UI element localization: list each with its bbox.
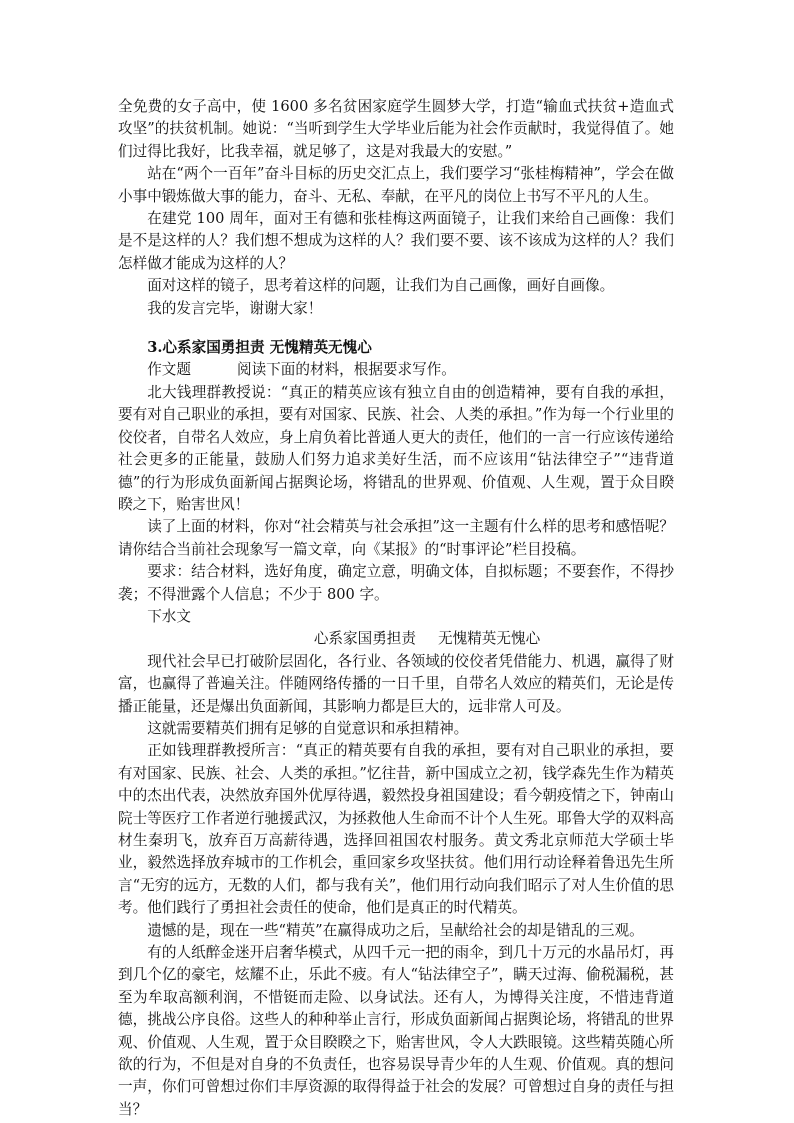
intro-paragraph-3: 在建党 100 周年，面对王有德和张桂梅这两面镜子，让我们来给自己画像：我们是不是这样的人？我们想不想成为这样的人？我们要不要、该不该成为这样的人？我们怎样做才能成为这样的人？ [118, 210, 674, 272]
essay-paragraph-5: 有的人纸醉金迷开启奢华模式，从四千元一把的雨伞，到几十万元的水晶吊灯，再到几个亿的豪宅，炫耀不止，乐此不疲。有人“钻法律空子”，瞒天过海、偷税漏税，甚至为牟取高额利润，不惜铤而走险、以身试法。还有人，为博得关注度，不惜违背道德，挑战公序良俗。这些人的种种举止言行，形成负面新闻占据舆论场，将错乱的世界观、价值观、人生观，置于众目睽睽之下，贻害世风，令人大跌眼镜。这些精英随心所欲的行为，不但是对自身的不负责任，也容易误导青少年的人生观、价值观。真的想问一声，你们可曾想过你们丰厚资源的取得得益于社会的发展？可曾想过自身的责任与担当？ [118, 944, 674, 1118]
essay-paragraph-3: 正如钱理群教授所言：“真正的精英要有自我的承担，要有对自己职业的承担，要有对国家、民族、社会、人类的承担。”忆往昔，新中国成立之初，钱学森先生作为精英中的杰出代表，决然放弃国外优厚待遇，毅然投身祖国建设；看今朝疫情之下，钟南山院士等医疗工作者逆行驰援武汉，为拯救他人生命而不计个人生死。耶鲁大学的双料高材生秦玥飞，放弃百万高薪待遇，选择回祖国农村服务。黄文秀北京师范大学硕士毕业，毅然选择放弃城市的工作机会，重回家乡攻坚扶贫。他们用行动诠释着鲁迅先生所言“无穷的远方，无数的人们，都与我有关”，他们用行动向我们昭示了对人生价值的思考。他们践行了勇担社会责任的使命，他们是真正的时代精英。 [118, 742, 674, 917]
essay-title [118, 628, 674, 650]
material-paragraph: 北大钱理群教授说：“真正的精英应该有独立自由的创造精神，要有自我的承担，要有对自己职业的承担，要有对国家、民族、社会、人类的承担。”作为每一个行业里的佼佼者，自带名人效应，身上肩负着比普通人更大的责任，他们的一言一行应该传递给社会更多的正能量，鼓励人们努力追求美好生活，而不应该用“钻法律空子”“违背道德”的行为形成负面新闻占据舆论场，将错乱的世界观、价值观、人生观，置于众目睽睽之下，贻害世风！ [118, 383, 674, 513]
essay-title-part-1: 心系家国勇担责 [313, 630, 416, 648]
prompt-paragraph: 读了上面的材料，你对“社会精英与社会承担”这一主题有什么样的思考和感悟呢？请你结合当前社会现象写一篇文章，向《某报》的“时事评论”栏目投稿。 [118, 518, 674, 558]
section-heading: 3.心系家国勇担责 无愧精英无愧心 [147, 339, 372, 357]
intro-paragraph-1: 全免费的女子高中，使 1600 多名贫困家庭学生圆梦大学，打造“输血式扶贫+造血式攻坚”的扶贫机制。她说：“当听到学生大学毕业后能为社会作贡献时，我觉得值了。她们过得比我好，比我幸福，就足够了，这是对我最大的安慰。” [118, 98, 674, 160]
task-label: 作文题 [147, 361, 191, 379]
intro-paragraph-5: 我的发言完毕，谢谢大家！ [147, 299, 323, 317]
essay-label: 下水文 [147, 607, 191, 625]
task-line [118, 359, 674, 381]
essay-paragraph-4: 遗憾的是，现在一些“精英”在赢得成功之后，呈献给社会的却是错乱的三观。 [147, 921, 644, 939]
task-text: 阅读下面的材料，根据要求写作。 [236, 361, 456, 379]
intro-paragraph-4: 面对这样的镜子，思考着这样的问题，让我们为自己画像，画好自画像。 [147, 277, 615, 295]
essay-paragraph-1: 现代社会早已打破阶层固化，各行业、各领域的佼佼者凭借能力、机遇，赢得了财富，也赢得了普遍关注。伴随网络传播的一日千里，自带名人效应的精英们，无论是传播正能量，还是爆出负面新闻，其影响力都是巨大的，远非常人可及。 [118, 652, 674, 715]
essay-paragraph-2: 这就需要精英们拥有足够的自觉意识和承担精神。 [147, 719, 469, 737]
document-page [118, 96, 674, 1121]
requirements-paragraph: 要求：结合材料，选好角度，确定立意，明确文体，自拟标题；不要套作，不得抄袭；不得泄露个人信息；不少于 800 字。 [118, 563, 674, 603]
intro-paragraph-2: 站在“两个一百年”奋斗目标的历史交汇点上，我们要学习“张桂梅精神”，学会在做小事中锻炼做大事的能力，奋斗、无私、奉献，在平凡的岗位上书写不平凡的人生。 [118, 165, 674, 205]
section-spacer [118, 320, 674, 337]
essay-title-part-2: 无愧精英无愧心 [438, 630, 541, 648]
